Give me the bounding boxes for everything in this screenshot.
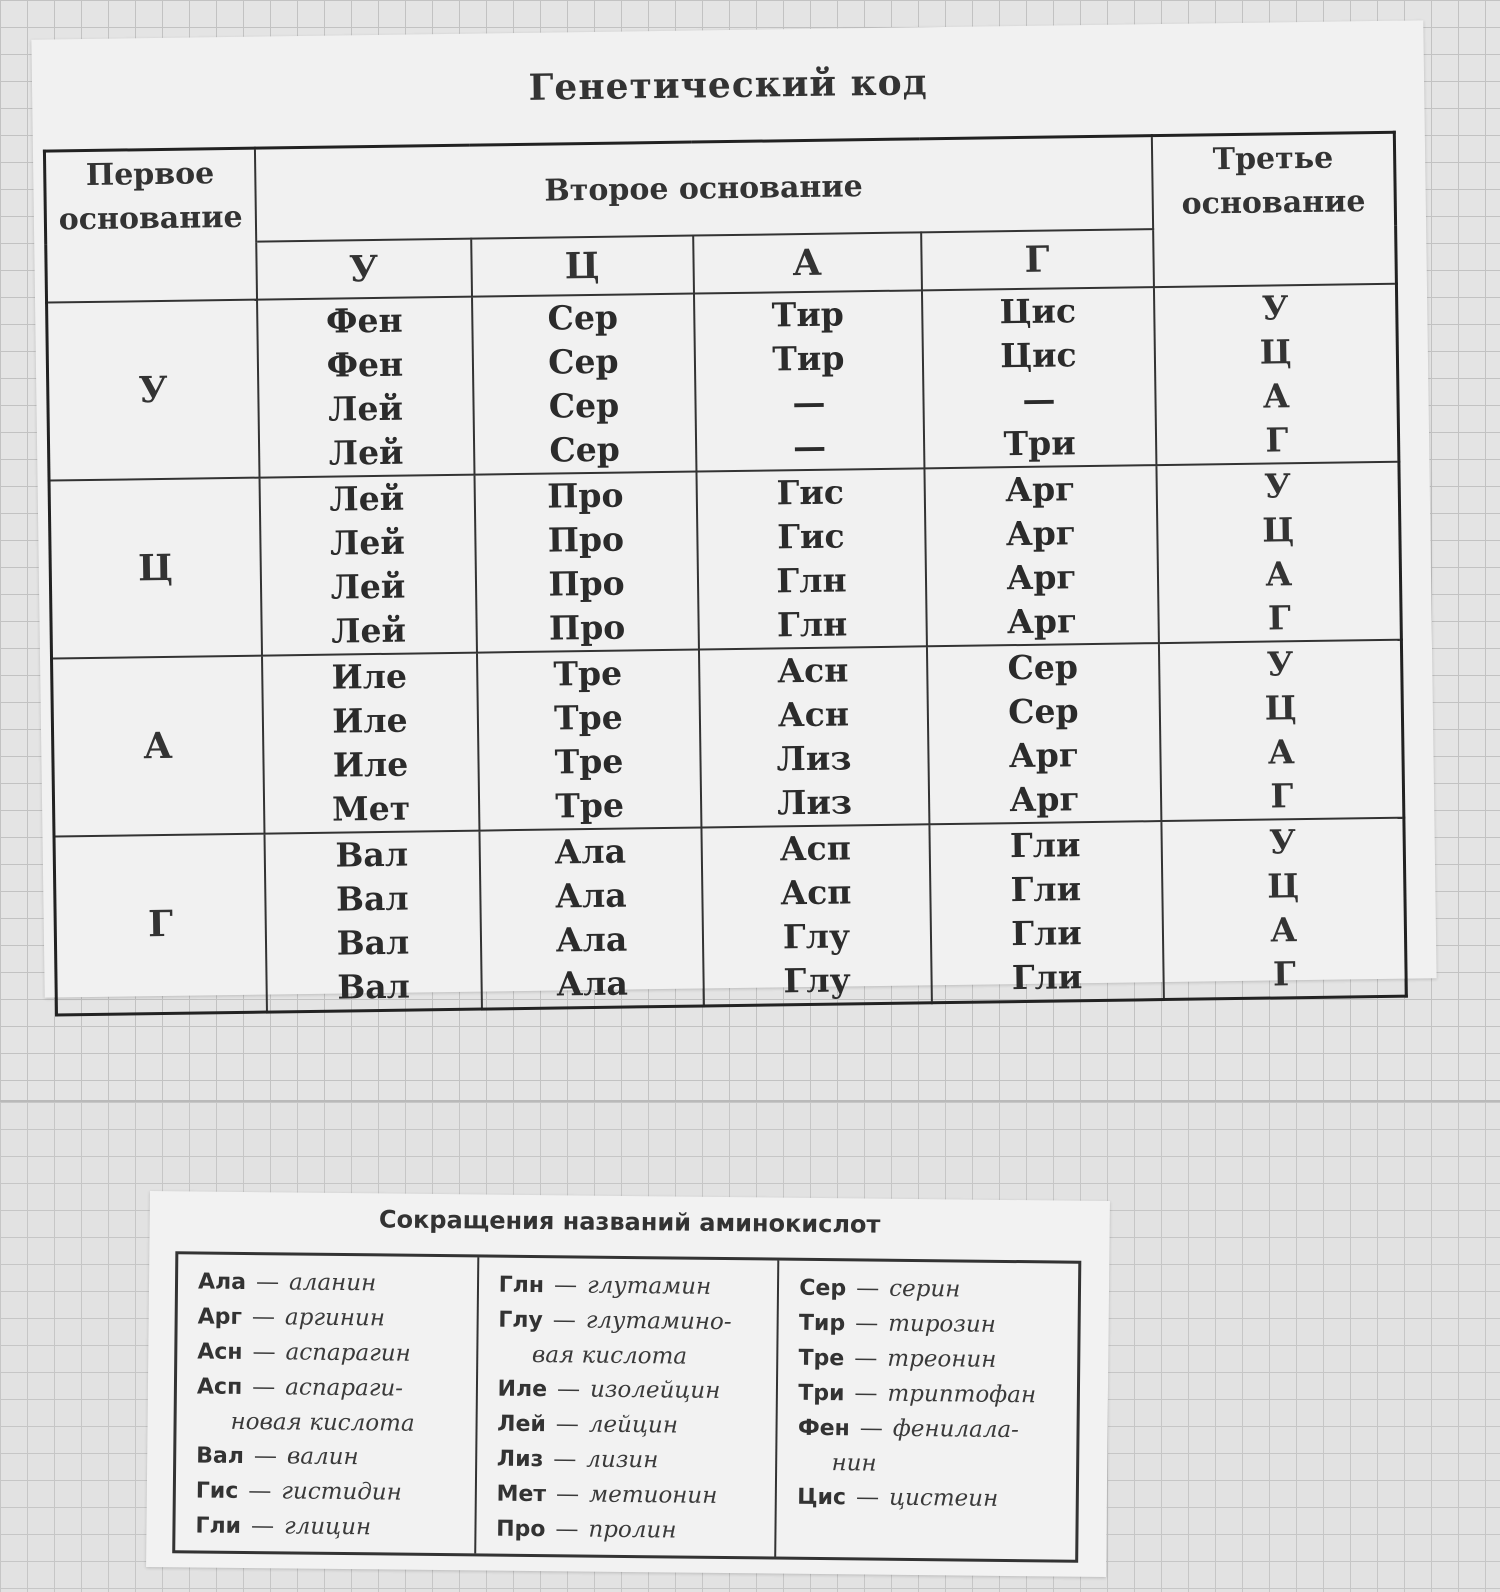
abbreviation-full-name: лизин xyxy=(586,1446,659,1474)
abbreviation-entry xyxy=(497,1372,762,1410)
amino-acid-cell xyxy=(926,643,1161,824)
amino-acid: Тре xyxy=(553,653,623,694)
amino-acid: Сер xyxy=(549,429,621,470)
third-base-label: У xyxy=(1261,288,1289,328)
amino-acid: Вал xyxy=(335,878,409,919)
abbreviation-full-name: лейцин xyxy=(588,1411,679,1439)
amino-acid: Арг xyxy=(1009,779,1080,820)
abbreviation-code: Цис xyxy=(797,1484,847,1511)
amino-acid-cell xyxy=(257,297,474,478)
abbreviation-full-name: глицин xyxy=(283,1513,372,1541)
amino-acid: Лей xyxy=(331,610,407,651)
amino-acid: Иле xyxy=(331,656,408,697)
abbreviation-full-name: цистеин xyxy=(888,1484,999,1512)
amino-acid: Гли xyxy=(1010,913,1083,954)
abbreviation-entry xyxy=(197,1299,462,1337)
genetic-code-sheet xyxy=(31,20,1436,1007)
abbreviation-full-name: аргинин xyxy=(284,1304,386,1332)
abbreviations-title: Сокращения названий аминокислот xyxy=(378,1205,881,1239)
abbreviation-dash: — xyxy=(251,1304,276,1331)
amino-acid: Лей xyxy=(330,566,406,607)
abbreviation-code: Фен xyxy=(797,1415,850,1442)
third-base-label: А xyxy=(1265,554,1293,594)
third-base-label: Ц xyxy=(1264,688,1297,728)
amino-acid: Ала xyxy=(555,919,628,960)
abbreviation-entry xyxy=(197,1334,462,1372)
abbreviation-code: Тир xyxy=(798,1310,846,1337)
abbreviation-code: Глу xyxy=(498,1307,543,1334)
abbreviation-code: Мет xyxy=(496,1481,547,1508)
abbreviation-full-name: аланин xyxy=(288,1269,377,1297)
amino-acid: — xyxy=(792,426,827,467)
amino-acid: Ала xyxy=(554,831,627,872)
amino-acid-cell xyxy=(479,827,703,1009)
abbreviation-full-name: глутамино- xyxy=(585,1307,732,1336)
first-base-label: А xyxy=(52,656,264,837)
abbreviation-entry xyxy=(196,1438,461,1476)
abbreviation-full-name: серин xyxy=(889,1275,961,1303)
amino-acid: Лей xyxy=(328,432,404,473)
third-base-label: Г xyxy=(1270,776,1294,816)
abbreviation-dash: — xyxy=(248,1478,272,1505)
abbreviation-code: Асн xyxy=(197,1339,243,1365)
codon-row-group xyxy=(47,284,1399,481)
amino-acid: Сер xyxy=(547,341,619,382)
amino-acid-cell xyxy=(693,290,923,471)
abbreviation-code: Про xyxy=(496,1516,546,1543)
abbreviation-full-name-continued: вая кислота xyxy=(531,1341,688,1370)
abbreviation-code: Асп xyxy=(196,1374,243,1400)
abbreviation-entry xyxy=(497,1407,762,1445)
abbreviation-dash: — xyxy=(856,1275,880,1302)
abbreviation-code: Три xyxy=(798,1380,845,1407)
genetic-code-title: Генетический код xyxy=(528,61,928,109)
amino-acid: Сер xyxy=(547,297,619,338)
amino-acid-cell xyxy=(472,294,696,475)
third-base-label: Ц xyxy=(1261,510,1295,550)
amino-acid: Вал xyxy=(337,966,411,1007)
abbreviation-full-name: тирозин xyxy=(888,1310,996,1338)
first-base-label: Г xyxy=(54,834,266,1015)
abbreviation-entry xyxy=(798,1376,1063,1414)
amino-acid-cell xyxy=(262,653,479,834)
abbreviation-code: Иле xyxy=(497,1376,548,1403)
amino-acid: Асн xyxy=(777,694,850,735)
amino-acid: Тир xyxy=(772,338,845,379)
amino-acid: Арг xyxy=(1004,469,1076,510)
third-base-cell xyxy=(1156,462,1401,643)
third-base-label: У xyxy=(1266,644,1294,684)
abbreviation-dash: — xyxy=(553,1272,578,1299)
third-base-label: Ц xyxy=(1266,866,1300,906)
amino-acid: Фен xyxy=(326,344,404,385)
abbreviation-dash: — xyxy=(855,1310,879,1337)
abbreviation-code: Лиз xyxy=(496,1446,544,1473)
third-base-label: Г xyxy=(1267,598,1292,638)
abbreviation-entry xyxy=(196,1369,461,1441)
amino-acid: Лей xyxy=(327,388,404,429)
amino-acid: Вал xyxy=(335,834,409,875)
abbreviation-code: Глн xyxy=(498,1272,545,1299)
genetic-code-table xyxy=(43,131,1408,1017)
abbreviation-entry xyxy=(799,1306,1064,1344)
third-base-label: У xyxy=(1263,466,1292,506)
amino-acid: Асп xyxy=(779,828,852,869)
codon-row-group xyxy=(49,462,1401,659)
abbreviation-column xyxy=(777,1261,1079,1560)
amino-acid: Гли xyxy=(1011,957,1083,998)
abbreviation-entry xyxy=(799,1271,1064,1309)
abbreviation-full-name: фенилала- xyxy=(892,1415,1020,1444)
amino-acid-cell xyxy=(929,821,1164,1003)
third-base-header: Третье основание xyxy=(1151,132,1395,229)
amino-acid: Асн xyxy=(776,650,849,691)
abbreviation-dash: — xyxy=(555,1481,580,1508)
second-base-label: Ц xyxy=(471,236,694,297)
abbreviation-code: Гис xyxy=(195,1478,239,1504)
amino-acid: Тре xyxy=(554,741,624,782)
abbreviations-box xyxy=(172,1251,1081,1562)
amino-acid-cell xyxy=(264,831,481,1012)
abbreviation-entry xyxy=(497,1442,762,1480)
third-base-label: А xyxy=(1270,910,1298,950)
first-base-header-empty xyxy=(46,242,257,303)
third-base-label: Г xyxy=(1265,420,1289,460)
amino-acid: Глу xyxy=(782,916,851,957)
third-base-label: Г xyxy=(1272,954,1297,994)
abbreviation-entry xyxy=(797,1411,1062,1483)
amino-acid: Тре xyxy=(553,697,623,738)
abbreviation-full-name: глутамин xyxy=(586,1272,712,1300)
abbreviation-dash: — xyxy=(854,1380,878,1407)
amino-acid: Ала xyxy=(556,963,629,1004)
third-base-cell xyxy=(1153,284,1398,465)
amino-acid: Про xyxy=(548,563,625,604)
amino-acid: Тре xyxy=(555,785,625,826)
abbreviation-dash: — xyxy=(252,1374,276,1401)
abbreviation-full-name-continued: нин xyxy=(831,1450,877,1477)
amino-acid-cell xyxy=(259,475,476,656)
abbreviation-dash: — xyxy=(253,1443,278,1470)
second-base-header: Второе основание xyxy=(254,136,1152,242)
codon-row-group xyxy=(52,640,1404,837)
amino-acid: Глн xyxy=(776,560,847,601)
abbreviation-dash: — xyxy=(552,1307,576,1334)
abbreviation-entry xyxy=(496,1512,761,1550)
amino-acid: — xyxy=(1022,379,1056,419)
abbreviation-dash: — xyxy=(556,1376,581,1403)
abbreviation-column xyxy=(175,1254,479,1553)
abbreviation-entry xyxy=(499,1268,764,1306)
amino-acid: Гис xyxy=(776,516,845,557)
amino-acid-cell xyxy=(476,650,700,831)
abbreviation-full-name: треонин xyxy=(887,1345,997,1373)
third-base-cell xyxy=(1161,818,1406,1000)
amino-acid-cell xyxy=(924,465,1159,646)
amino-acid: — xyxy=(792,382,826,423)
abbreviation-code: Арг xyxy=(197,1304,243,1330)
abbreviation-entry xyxy=(195,1508,460,1546)
abbreviation-full-name: аспараги- xyxy=(285,1374,404,1402)
abbreviation-entry xyxy=(798,1341,1063,1379)
amino-acid: Вал xyxy=(336,922,410,963)
amino-acid: Гли xyxy=(1010,869,1082,910)
abbreviation-code: Тре xyxy=(798,1345,845,1372)
abbreviation-entry xyxy=(196,1473,461,1511)
abbreviations-sheet xyxy=(146,1191,1110,1577)
amino-acid: Глн xyxy=(776,604,848,645)
abbreviation-full-name-continued: новая кислота xyxy=(230,1408,415,1437)
third-base-label: А xyxy=(1267,732,1295,772)
abbreviation-column xyxy=(476,1257,780,1556)
abbreviation-dash: — xyxy=(859,1415,883,1442)
abbreviation-dash: — xyxy=(553,1446,577,1473)
amino-acid: Глу xyxy=(783,960,851,1001)
abbreviation-code: Вал xyxy=(196,1443,245,1469)
amino-acid: Асп xyxy=(780,872,852,913)
abbreviation-full-name: пролин xyxy=(588,1516,677,1544)
abbreviation-dash: — xyxy=(250,1513,275,1540)
third-base-label: У xyxy=(1268,822,1297,862)
abbreviation-full-name: гистидин xyxy=(281,1478,402,1506)
amino-acid: Лиз xyxy=(776,738,852,779)
abbreviation-code: Ала xyxy=(197,1269,247,1295)
abbreviation-dash: — xyxy=(555,1516,579,1543)
amino-acid: Фен xyxy=(325,300,403,341)
amino-acid-cell xyxy=(921,287,1156,468)
abbreviation-dash: — xyxy=(555,1411,579,1438)
first-base-label: У xyxy=(47,300,259,481)
abbreviation-entry xyxy=(797,1480,1062,1518)
amino-acid: Цис xyxy=(999,291,1077,332)
amino-acid: Лей xyxy=(329,478,405,519)
abbreviation-full-name: изолейцин xyxy=(589,1376,721,1404)
amino-acid-cell xyxy=(696,468,926,649)
amino-acid: Арг xyxy=(1008,735,1080,776)
amino-acid: Сер xyxy=(548,385,620,426)
amino-acid: Иле xyxy=(332,744,409,785)
amino-acid: Гис xyxy=(776,472,845,513)
abbreviation-full-name: триптофан xyxy=(887,1380,1037,1409)
third-base-label: А xyxy=(1262,376,1290,416)
amino-acid: Арг xyxy=(1006,557,1077,598)
amino-acid: Арг xyxy=(1005,513,1077,554)
amino-acid-cell xyxy=(698,646,928,827)
amino-acid: Мет xyxy=(331,788,411,829)
abbreviation-dash: — xyxy=(854,1345,878,1372)
amino-acid: Цис xyxy=(999,335,1077,376)
codon-row-group xyxy=(54,818,1406,1015)
abbreviation-dash: — xyxy=(255,1269,280,1296)
abbreviation-entry xyxy=(496,1477,761,1515)
amino-acid: Лей xyxy=(329,522,406,563)
abbreviation-code: Гли xyxy=(195,1513,242,1539)
abbreviation-entry xyxy=(498,1303,763,1375)
second-base-label: А xyxy=(693,232,922,293)
third-base-header-empty xyxy=(1153,226,1397,287)
abbreviation-full-name: аспарагин xyxy=(285,1339,411,1367)
abbreviation-full-name: валин xyxy=(286,1443,359,1471)
amino-acid: Сер xyxy=(1007,647,1079,688)
amino-acid: Иле xyxy=(331,700,408,741)
abbreviation-code: Сер xyxy=(799,1275,847,1302)
amino-acid: Про xyxy=(547,519,625,560)
amino-acid: Арг xyxy=(1006,601,1078,642)
abbreviation-full-name: метионин xyxy=(588,1481,718,1509)
amino-acid: Лиз xyxy=(776,782,853,823)
abbreviation-dash: — xyxy=(855,1484,880,1511)
amino-acid: Ала xyxy=(554,875,627,916)
third-base-label: Ц xyxy=(1259,332,1292,372)
amino-acid: Гли xyxy=(1009,825,1081,866)
abbreviation-entry xyxy=(198,1264,463,1302)
amino-acid: Про xyxy=(546,475,624,516)
first-base-label: Ц xyxy=(49,478,261,659)
first-base-header: Первое основание xyxy=(44,148,255,244)
amino-acid-cell xyxy=(701,824,931,1006)
abbreviation-code: Лей xyxy=(497,1411,546,1438)
third-base-cell xyxy=(1158,640,1403,821)
amino-acid: Сер xyxy=(1007,691,1079,732)
second-base-label: У xyxy=(256,239,472,300)
amino-acid: Три xyxy=(1003,423,1076,464)
abbreviation-dash: — xyxy=(252,1339,276,1366)
amino-acid: Про xyxy=(548,607,626,648)
amino-acid-cell xyxy=(474,472,698,653)
second-base-label: Г xyxy=(921,229,1154,290)
amino-acid: Тир xyxy=(771,294,845,335)
